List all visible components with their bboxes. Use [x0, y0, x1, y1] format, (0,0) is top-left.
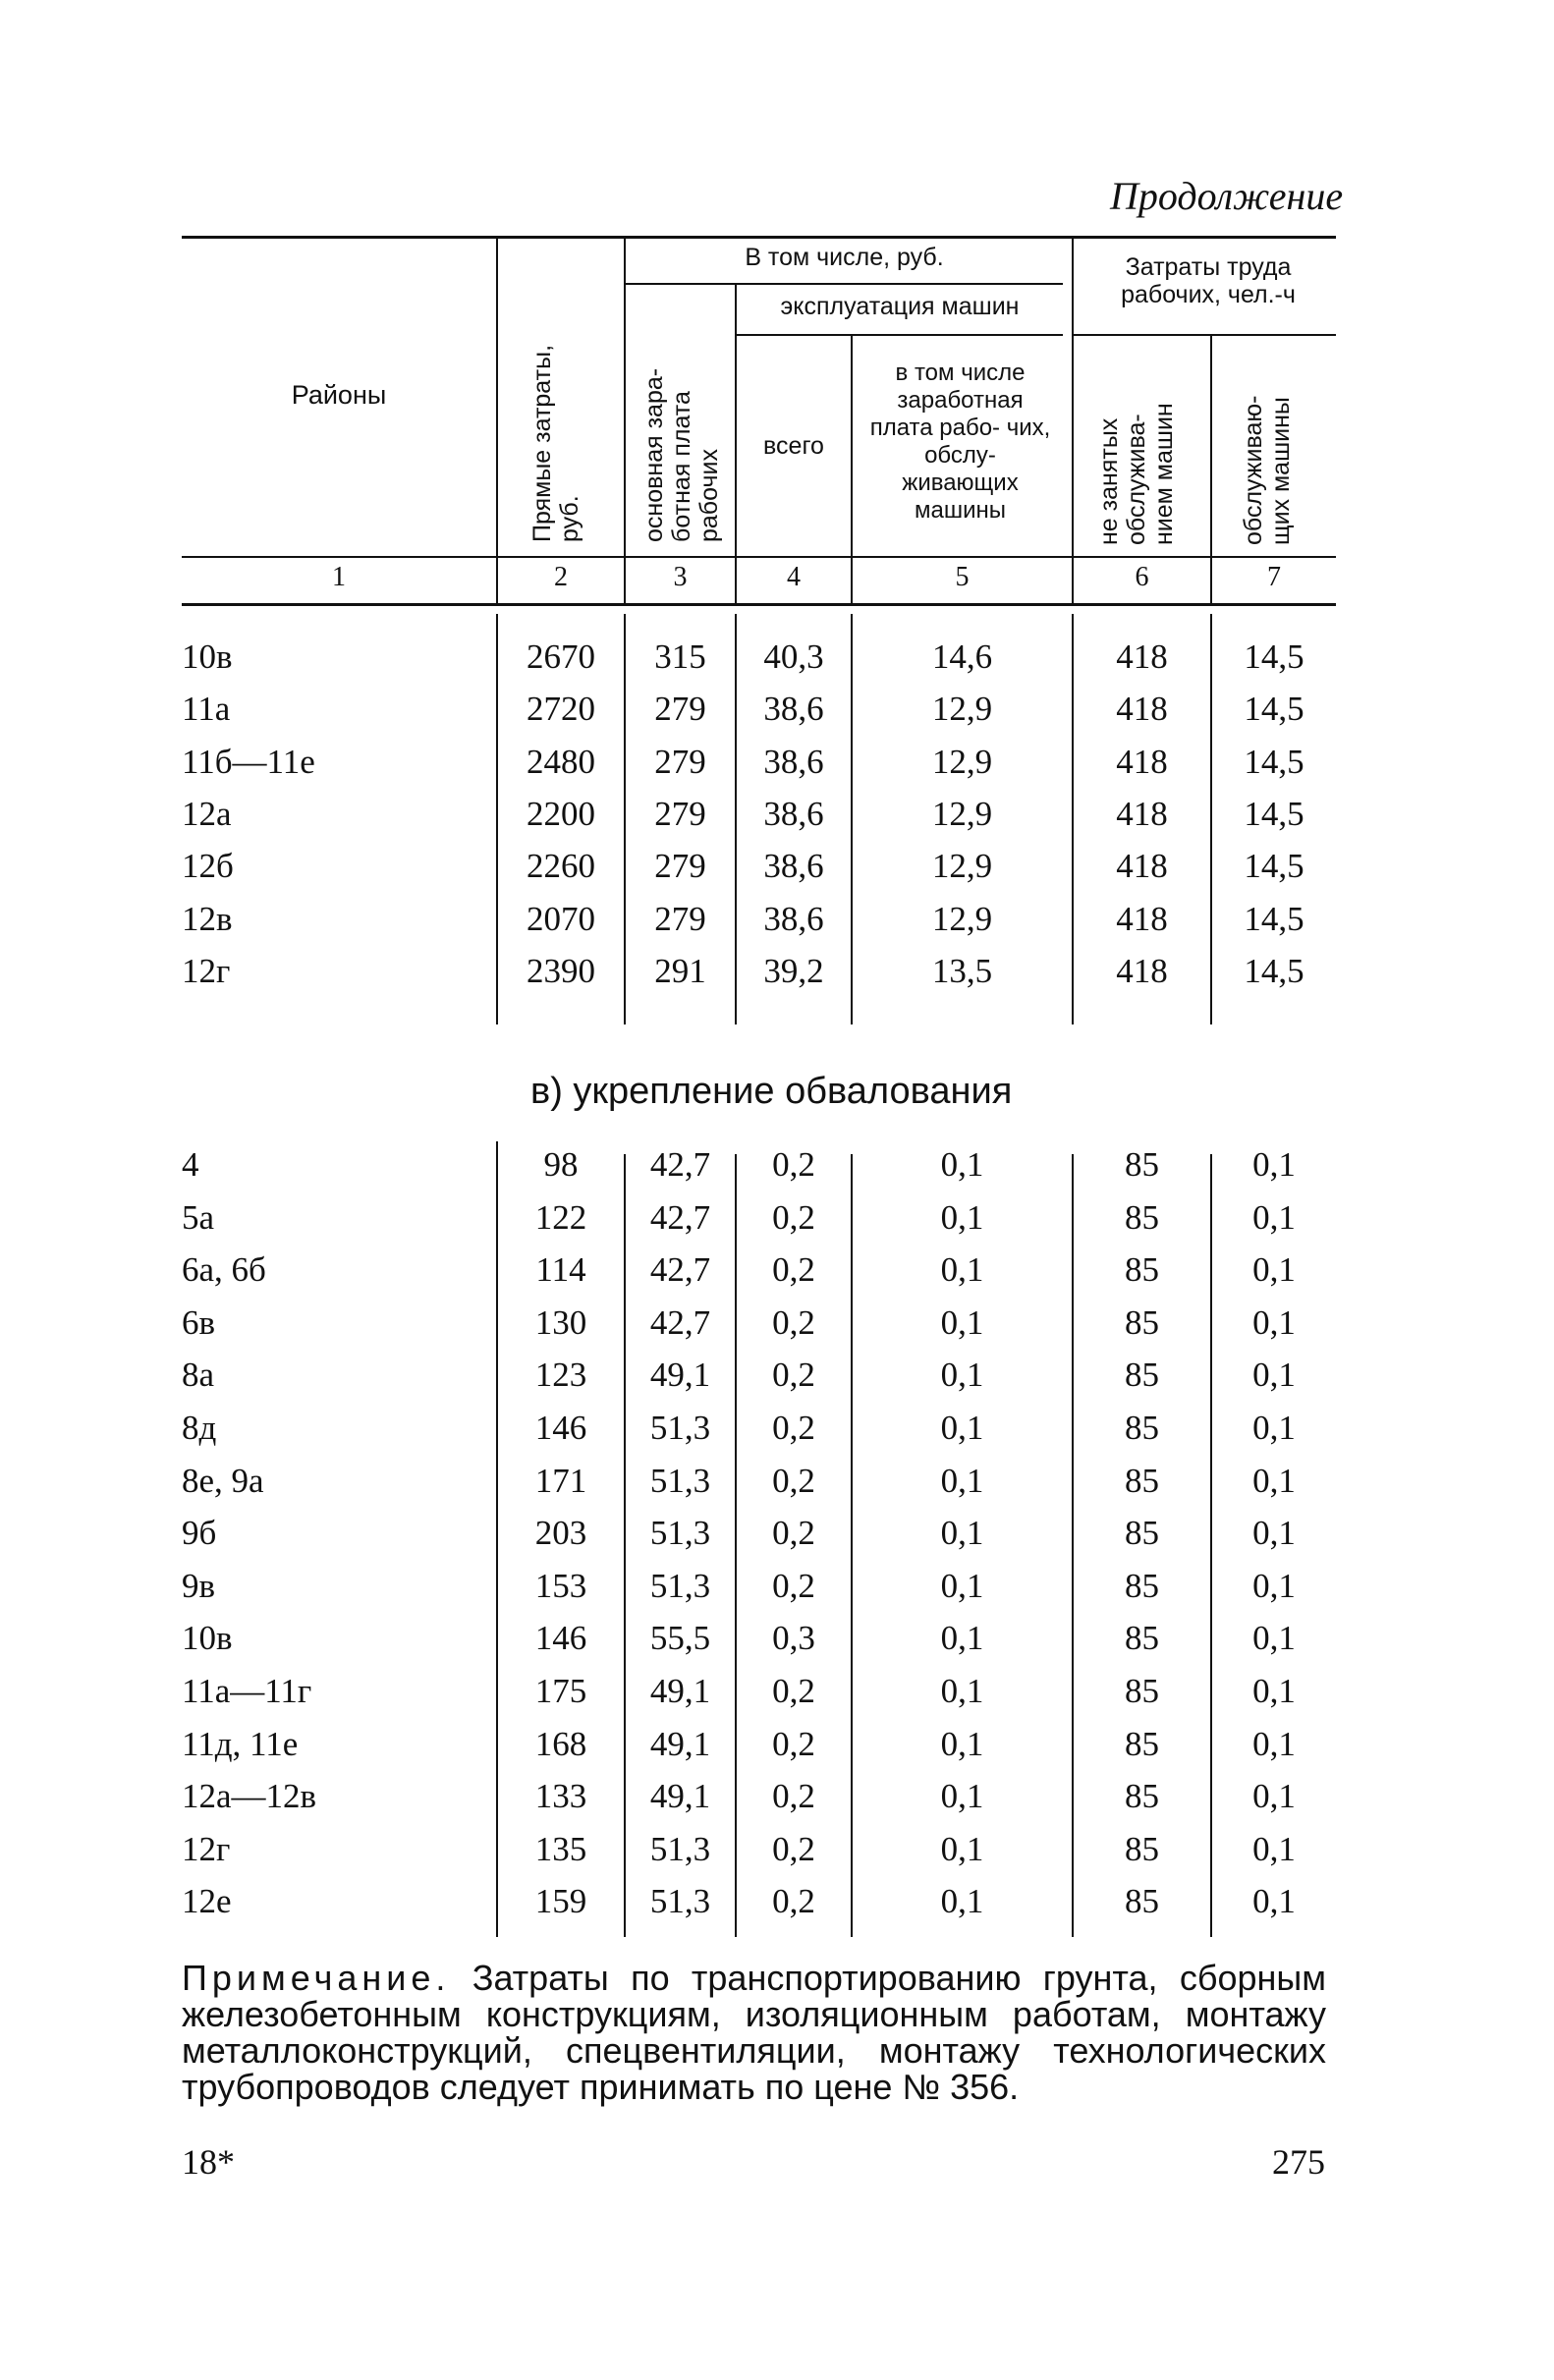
value-cell: 0,2 [772, 1409, 815, 1447]
region-cell: 11а—11г [182, 1672, 312, 1710]
value-cell: 85 [1125, 1356, 1159, 1395]
value-cell: 279 [654, 794, 706, 833]
header-labor: Затраты труда рабочих, чел.-ч [1121, 253, 1296, 308]
value-cell: 0,2 [772, 1145, 815, 1184]
value-cell: 0,2 [772, 1302, 815, 1342]
region-cell: 8д [182, 1409, 217, 1447]
value-cell: 85 [1125, 1250, 1159, 1290]
value-cell: 85 [1125, 1514, 1159, 1553]
value-cell: 0,2 [772, 1356, 815, 1395]
colnum-4: 4 [787, 562, 801, 592]
value-cell: 98 [543, 1145, 579, 1184]
value-cell: 14,5 [1244, 742, 1304, 781]
value-cell: 175 [534, 1672, 587, 1710]
value-cell: 0,1 [1252, 1461, 1296, 1500]
value-cell: 14,5 [1244, 794, 1304, 833]
value-cell: 14,5 [1244, 951, 1304, 990]
region-cell: 12а [182, 794, 232, 833]
value-cell: 2720 [527, 690, 595, 729]
value-cell: 2260 [527, 847, 595, 886]
region-cell: 12б [182, 847, 234, 886]
value-cell: 51,3 [649, 1461, 711, 1500]
value-cell: 12,9 [931, 899, 993, 938]
colnum-bottom-rule [182, 603, 1336, 606]
colnum-1: 1 [332, 562, 346, 592]
region-cell: 5а [182, 1197, 215, 1237]
region-cell: 8а [182, 1356, 215, 1395]
value-cell: 418 [1116, 637, 1168, 676]
value-cell: 168 [534, 1724, 587, 1763]
including-rule [626, 283, 1063, 285]
value-cell: 0,1 [1252, 1619, 1296, 1658]
value-cell: 49,1 [649, 1356, 711, 1395]
value-cell: 203 [534, 1514, 587, 1553]
value-cell: 0,2 [772, 1566, 815, 1605]
value-cell: 122 [534, 1197, 587, 1237]
region-cell: 4 [182, 1145, 199, 1184]
region-cell: 6а, 6б [182, 1250, 266, 1290]
value-cell: 2670 [527, 637, 595, 676]
value-cell: 14,5 [1244, 690, 1304, 729]
footnote-text: Затраты по транспортированию грунта, сборным железобетонным конструкциям, изоляционным работам, монтажу металлоконструкций, спецвентиляции, монтажу технологических трубопроводов следует принимать по цене № 356. [182, 1958, 1326, 2107]
value-cell: 0,1 [1252, 1302, 1296, 1342]
footnote [182, 1960, 1326, 2105]
value-cell: 0,1 [940, 1461, 984, 1500]
value-cell: 38,6 [763, 847, 824, 886]
region-cell: 10в [182, 1619, 233, 1658]
header-machine: обслуживаю- щих машины [1240, 395, 1295, 545]
value-cell: 0,1 [940, 1672, 984, 1710]
value-cell: 49,1 [649, 1724, 711, 1763]
value-cell: 0,1 [940, 1619, 984, 1658]
value-cell: 418 [1116, 951, 1168, 990]
value-cell: 13,5 [931, 951, 993, 990]
value-cell: 153 [534, 1566, 587, 1605]
value-cell: 51,3 [649, 1829, 711, 1868]
value-cell: 279 [654, 690, 706, 729]
value-cell: 159 [534, 1882, 587, 1921]
table-top-rule [182, 236, 1336, 239]
section-title: в) укрепление обвалования [530, 1071, 1013, 1112]
value-cell: 0,1 [1252, 1250, 1296, 1290]
colnum-7: 7 [1267, 562, 1281, 592]
region-cell: 12а—12в [182, 1777, 317, 1816]
value-cell: 0,1 [940, 1566, 984, 1605]
value-cell: 114 [535, 1250, 586, 1290]
value-cell: 0,1 [1252, 1672, 1296, 1710]
value-cell: 146 [534, 1409, 587, 1447]
value-cell: 85 [1125, 1566, 1159, 1605]
value-cell: 14,5 [1244, 637, 1304, 676]
value-cell: 38,6 [763, 794, 824, 833]
value-cell: 14,5 [1244, 899, 1304, 938]
value-cell: 135 [534, 1829, 587, 1868]
value-cell: 12,9 [931, 794, 993, 833]
colnum-2: 2 [554, 562, 568, 592]
value-cell: 0,1 [1252, 1882, 1296, 1921]
machines-rule [737, 334, 1063, 336]
value-cell: 14,6 [931, 637, 993, 676]
value-cell: 0,1 [1252, 1145, 1296, 1184]
value-cell: 0,1 [1252, 1777, 1296, 1816]
value-cell: 39,2 [763, 951, 824, 990]
region-cell: 6в [182, 1302, 216, 1342]
value-cell: 0,1 [1252, 1829, 1296, 1868]
value-cell: 12,9 [931, 847, 993, 886]
value-cell: 146 [534, 1619, 587, 1658]
value-cell: 85 [1125, 1302, 1159, 1342]
value-cell: 0,1 [1252, 1514, 1296, 1553]
value-cell: 51,3 [649, 1882, 711, 1921]
value-cell: 171 [534, 1461, 587, 1500]
value-cell: 0,1 [1252, 1566, 1296, 1605]
header-bottom-rule [182, 556, 1336, 558]
region-cell: 10в [182, 637, 233, 676]
value-cell: 0,2 [772, 1829, 815, 1868]
region-cell: 12г [182, 1829, 231, 1868]
value-cell: 0,2 [772, 1672, 815, 1710]
value-cell: 418 [1116, 847, 1168, 886]
region-cell: 12г [182, 951, 231, 990]
page-number: 275 [1272, 2142, 1325, 2182]
header-not-machine: не занятых обслужива- нием машин [1095, 403, 1178, 545]
colnum-3: 3 [673, 562, 688, 592]
value-cell: 85 [1125, 1409, 1159, 1447]
value-cell: 0,2 [772, 1724, 815, 1763]
value-cell: 133 [534, 1777, 587, 1816]
value-cell: 42,7 [649, 1197, 711, 1237]
value-cell: 0,1 [940, 1777, 984, 1816]
value-cell: 418 [1116, 794, 1168, 833]
colnum-6: 6 [1135, 562, 1149, 592]
value-cell: 51,3 [649, 1566, 711, 1605]
value-cell: 0,3 [772, 1619, 815, 1658]
value-cell: 42,7 [649, 1145, 711, 1184]
value-cell: 0,2 [772, 1461, 815, 1500]
value-cell: 85 [1125, 1829, 1159, 1868]
region-cell: 12в [182, 899, 233, 938]
footnote-lead: Примечание. [182, 1958, 451, 1998]
region-cell: 12е [182, 1882, 232, 1921]
header-incl-wage: в том числе заработная плата рабо- чих, обслу- живающих машины [869, 360, 1051, 524]
value-cell: 123 [534, 1356, 587, 1395]
value-cell: 0,1 [940, 1829, 984, 1868]
value-cell: 0,1 [1252, 1724, 1296, 1763]
value-cell: 85 [1125, 1461, 1159, 1500]
value-cell: 85 [1125, 1724, 1159, 1763]
value-cell: 130 [534, 1302, 587, 1342]
value-cell: 0,1 [940, 1724, 984, 1763]
value-cell: 85 [1125, 1777, 1159, 1816]
value-cell: 0,1 [1252, 1409, 1296, 1447]
value-cell: 315 [654, 637, 706, 676]
value-cell: 0,2 [772, 1777, 815, 1816]
region-cell: 8е, 9а [182, 1461, 264, 1500]
value-cell: 418 [1116, 690, 1168, 729]
value-cell: 0,1 [940, 1197, 984, 1237]
header-including: В том числе, руб. [745, 244, 944, 271]
value-cell: 85 [1125, 1197, 1159, 1237]
vline-5 [1072, 236, 1074, 603]
value-cell: 38,6 [763, 899, 824, 938]
value-cell: 85 [1125, 1145, 1159, 1184]
value-cell: 0,1 [940, 1514, 984, 1553]
value-cell: 279 [654, 742, 706, 781]
value-cell: 0,1 [940, 1250, 984, 1290]
header-regions: Районы [291, 380, 387, 410]
value-cell: 0,1 [940, 1302, 984, 1342]
value-cell: 2390 [527, 951, 595, 990]
value-cell: 38,6 [763, 742, 824, 781]
value-cell: 0,1 [940, 1882, 984, 1921]
value-cell: 418 [1116, 899, 1168, 938]
colnum-5: 5 [955, 562, 970, 592]
value-cell: 85 [1125, 1672, 1159, 1710]
value-cell: 0,1 [940, 1145, 984, 1184]
value-cell: 38,6 [763, 690, 824, 729]
value-cell: 0,1 [940, 1356, 984, 1395]
value-cell: 0,2 [772, 1197, 815, 1237]
value-cell: 55,5 [649, 1619, 711, 1658]
value-cell: 291 [654, 951, 706, 990]
value-cell: 0,1 [1252, 1197, 1296, 1237]
value-cell: 0,2 [772, 1250, 815, 1290]
header-machine-operation: эксплуатация машин [780, 293, 1020, 320]
value-cell: 418 [1116, 742, 1168, 781]
value-cell: 279 [654, 847, 706, 886]
value-cell: 49,1 [649, 1672, 711, 1710]
value-cell: 40,3 [763, 637, 824, 676]
region-cell: 9б [182, 1514, 217, 1553]
header-direct-costs: Прямые затраты, руб. [528, 344, 583, 542]
region-cell: 9в [182, 1566, 216, 1605]
value-cell: 51,3 [649, 1409, 711, 1447]
value-cell: 2200 [527, 794, 595, 833]
value-cell: 42,7 [649, 1302, 711, 1342]
value-cell: 0,2 [772, 1514, 815, 1553]
value-cell: 12,9 [931, 742, 993, 781]
value-cell: 279 [654, 899, 706, 938]
value-cell: 0,1 [1252, 1356, 1296, 1395]
vline-1 [496, 236, 498, 603]
value-cell: 51,3 [649, 1514, 711, 1553]
value-cell: 0,2 [772, 1882, 815, 1921]
continuation-label: Продолжение [1110, 174, 1344, 218]
value-cell: 42,7 [649, 1250, 711, 1290]
value-cell: 0,1 [940, 1409, 984, 1447]
value-cell: 85 [1125, 1619, 1159, 1658]
region-cell: 11д, 11е [182, 1724, 299, 1763]
value-cell: 14,5 [1244, 847, 1304, 886]
value-cell: 2070 [527, 899, 595, 938]
value-cell: 2480 [527, 742, 595, 781]
footer-left: 18* [182, 2142, 235, 2182]
vline-2 [624, 236, 626, 603]
labor-rule [1074, 334, 1336, 336]
value-cell: 12,9 [931, 690, 993, 729]
header-total: всего [763, 432, 824, 460]
value-cell: 49,1 [649, 1777, 711, 1816]
region-cell: 11а [182, 690, 231, 729]
region-cell: 11б—11е [182, 742, 315, 781]
header-base-wage: основная зара- ботная плата рабочих [640, 367, 723, 542]
value-cell: 85 [1125, 1882, 1159, 1921]
